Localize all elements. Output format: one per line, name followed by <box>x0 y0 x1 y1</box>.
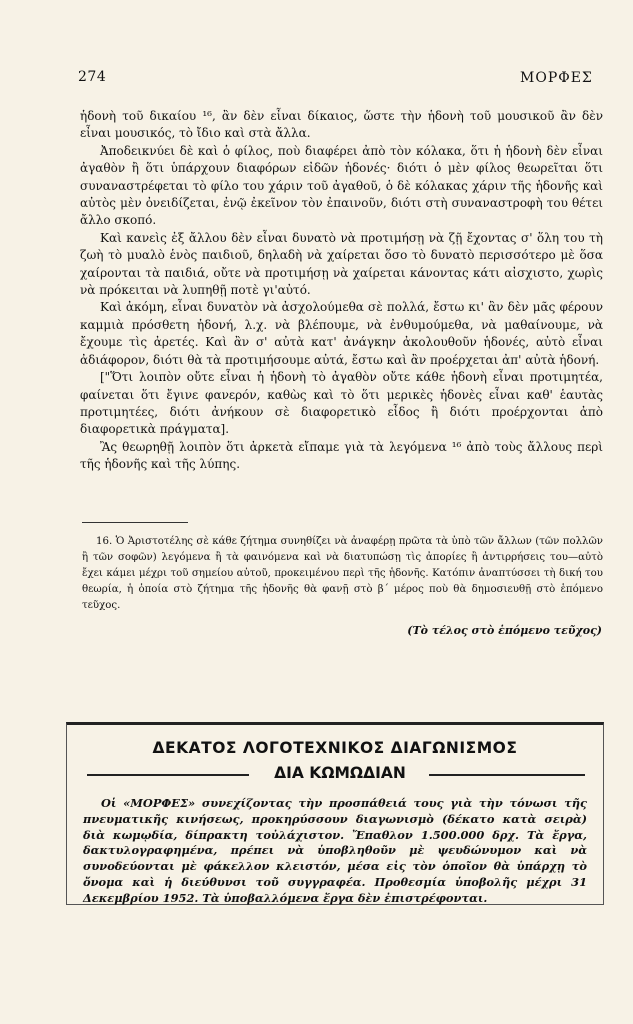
decorative-rule <box>87 774 249 776</box>
footnote: 16. Ὁ Ἀριστοτέλης σὲ κάθε ζήτημα συνηθίζει νὰ ἀναφέρῃ πρῶτα τὰ ὑπὸ τῶν ἄλλων (τῶν πολλῶν ἢ τῶν σοφῶν) λεγόμενα ἢ τὰ φαινόμενα καὶ νὰ διατυπώσῃ τὶς ἀπορίες ἢ ἀντιρρήσεις του—αὐτὸ ἔχει κάμει μέχρι τοῦ σημείου αὐτοῦ, προκειμένου περὶ τῆς ἡδονῆς. Κατόπιν ἀναπτύσσει τὴ δική του θεωρία, ἡ ὁποία στὸ ζήτημα τῆς ἡδονῆς θὰ φανῇ στὸ β΄ μέρος ποὺ θὰ δημοσιευθῇ στὸ ἑπόμενο τεῦχος. <box>82 536 603 611</box>
paragraph: Ἀποδεικνύει δὲ καὶ ὁ φίλος, ποὺ διαφέρει ἀπὸ τὸν κόλακα, ὅτι ἡ ἡδονὴ δὲν εἶναι ἀγαθὸν ἢ ὅτι ὑπάρχουν διαφόρων εἰδῶν ἡδονές· διότι ὁ μὲν φίλος θεωρεῖται ὅτι συναναστρέφεται τὸ φίλο του χάριν τοῦ ἀγαθοῦ, ὁ δὲ κόλακας χάριν τῆς ἡδονῆς καὶ αὐτὸς μὲν ὀνειδίζεται, ἐνῷ ἐκεῖνον τὸν ἐπαινοῦν, διότι στὴ συναναστροφὴ του θέτει ἄλλο σκοπό. <box>80 143 603 228</box>
contest-subtitle-row <box>87 764 585 786</box>
contest-title: ΔΕΚΑΤΟΣ ΛΟΓΟΤΕΧΝΙΚΟΣ ΔΙΑΓΩΝΙΣΜΟΣ <box>152 739 518 757</box>
continued-note: (Τὸ τέλος στὸ ἑπόμενο τεῦχος) <box>407 624 602 637</box>
decorative-rule <box>429 774 585 776</box>
article-body <box>80 108 603 474</box>
paragraph: Καὶ κανεὶς ἐξ ἄλλου δὲν εἶναι δυνατὸ νὰ προτιμήσῃ νὰ ζῇ ἔχοντας σ' ὅλη του τὴ ζωὴ τὸ μυαλὸ ἑνὸς παιδιοῦ, δηλαδὴ νὰ χαίρεται ὅσο τὸ δυνατὸ περισσότερο μὲ ὅσα χαίρονται τὰ παιδιά, οὔτε νὰ προτιμήσῃ νὰ χαίρεται κάνοντας κάτι αἰσχιστο, χωρὶς νὰ πρόκειται νὰ λυπηθῇ ποτὲ γι'αὐτό. <box>80 230 603 298</box>
running-head: ΜΟΡΦΕΣ <box>520 70 593 86</box>
paragraph: Καὶ ἀκόμη, εἶναι δυνατὸν νὰ ἀσχολούμεθα σὲ πολλά, ἔστω κι' ἂν δὲν μᾶς φέρουν καμμιὰ πρόσθετη ἡδονή, λ.χ. νὰ βλέπουμε, νὰ ἐνθυμούμεθα, νὰ μαθαίνουμε, νὰ ἔχουμε τὶς ἀρετές. Καὶ ἂν σ' αὐτὰ κατ' ἀνάγκην ἀκολουθοῦν ἡδονές, αὐτὸ εἶναι ἀδιάφορον, διότι θὰ τὰ προτιμήσουμε αὐτά, ἔστω καὶ ἂν προέρχεται ἀπ' αὐτὰ ἡδονή. <box>80 300 603 367</box>
contest-text: Οἱ «ΜΟΡΦΕΣ» συνεχίζοντας τὴν προσπάθειά τους γιὰ τὴν τόνωσι τῆς πνευματικῆς κινήσεως, προκηρύσσουν διαγωνισμὸ (δέκατο κατὰ σειρὰ) διὰ κωμῳδία, δίπρακτη τοὐλάχιστον. Ἔπαθλον 1.500.000 δρχ. Τὰ ἔργα, δακτυλογραφημένα, πρέπει νὰ ὑποβληθοῦν μὲ ψευδώνυμον καὶ νὰ συνοδεύονται μὲ φάκελλον κλειστόν, μέσα εἰς τὸν ὁποῖον θὰ ὑπάρχῃ τὸ ὄνομα καὶ ἡ διεύθυνσι τοῦ συγγραφέα. Προθεσμία ὑποβολῆς μέχρι 31 Δεκεμβρίου 1952. Τὰ ὑποβαλλόμενα ἔργα δὲν ἐπιστρέφονται. <box>83 796 587 905</box>
contest-subtitle: ΔΙΑ ΚΩΜΩΔΙΑΝ <box>274 764 406 782</box>
page-number: 274 <box>78 69 107 85</box>
paragraph: Ἂς θεωρηθῇ λοιπὸν ὅτι ἀρκετὰ εἴπαμε γιὰ τὰ λεγόμενα ¹⁶ ἀπὸ τοὺς ἄλλους περὶ τῆς ἡδονῆς καὶ τῆς λύπης. <box>80 439 603 472</box>
paragraph: ["Ὅτι λοιπὸν οὔτε εἶναι ἡ ἡδονὴ τὸ ἀγαθὸν οὔτε κάθε ἡδονὴ εἶναι προτιμητέα, φαίνεται ὅτι ἔγινε φανερόν, καθὼς καὶ τὸ ὅτι μερικὲς ἡδονὲς εἶναι καθ' ἑαυτὰς προτιμητέες, διότι ἀνήκουν σὲ διαφορετικὸ εἶδος ἢ διότι προέρχονται ἀπὸ διαφορετικὰ πράγματα]. <box>80 370 603 437</box>
contest-announcement <box>66 722 604 905</box>
paragraph: ἡδονὴ τοῦ δικαίου ¹⁶, ἂν δὲν εἶναι δίκαιος, ὥστε τὴν ἡδονὴ τοῦ μουσικοῦ ἂν δὲν εἶναι μουσικός, τὸ ἴδιο καὶ στὰ ἄλλα. <box>80 109 603 141</box>
footnote-divider <box>82 522 188 523</box>
